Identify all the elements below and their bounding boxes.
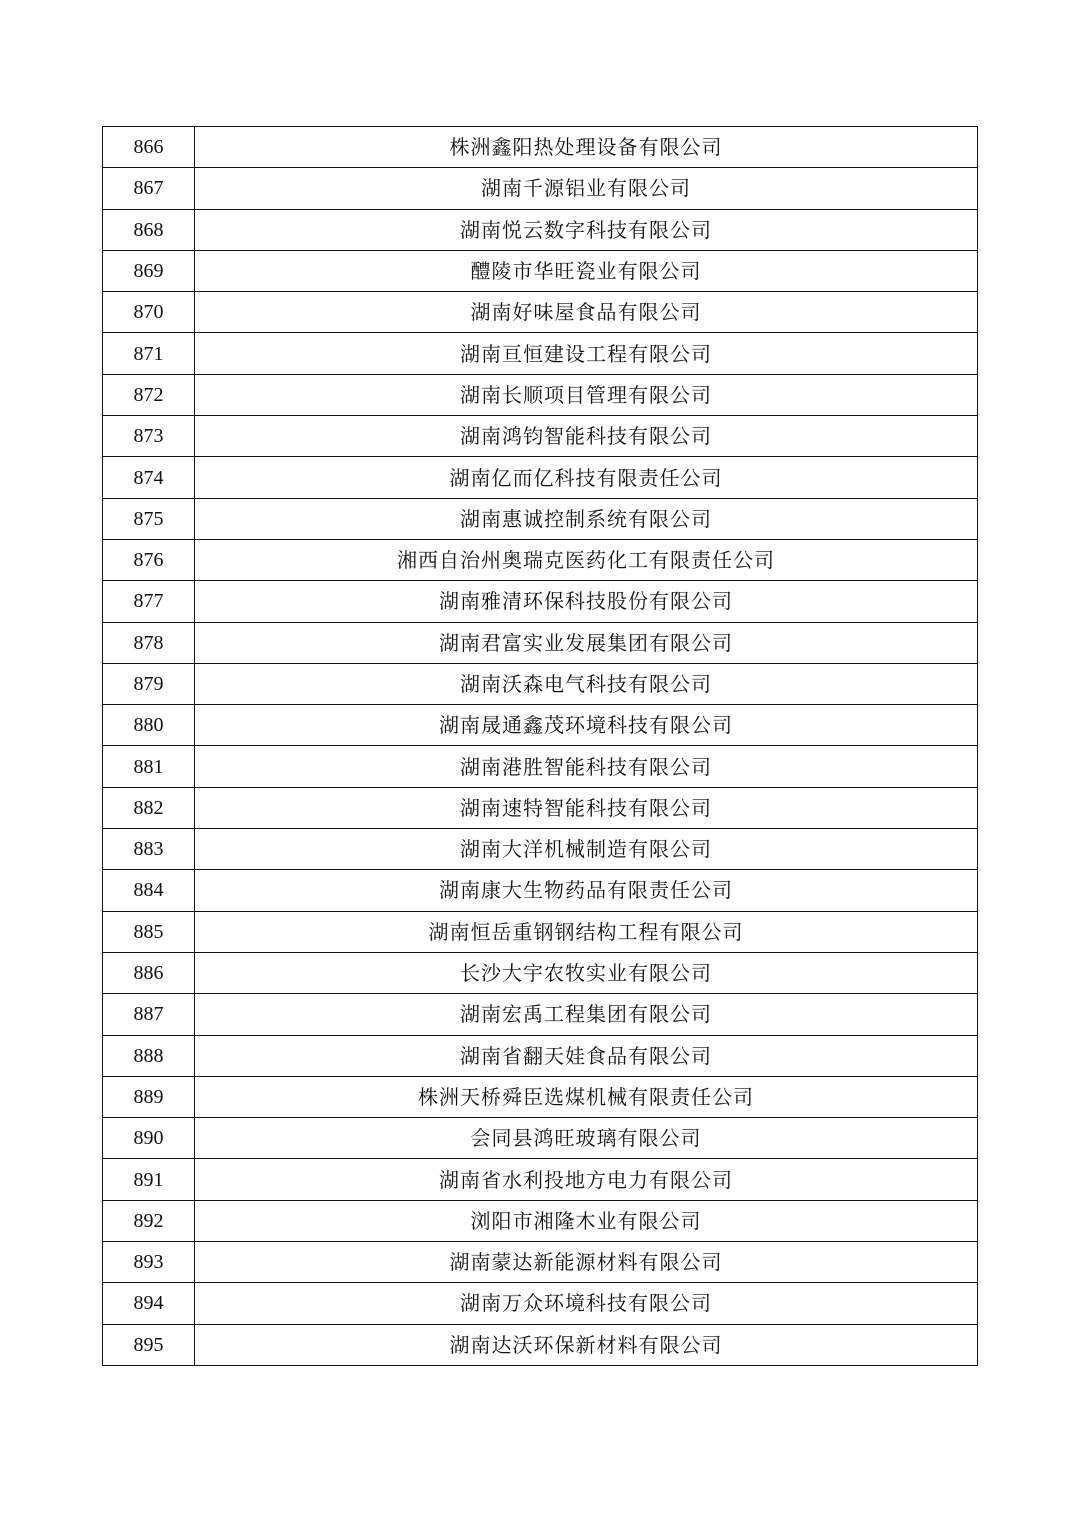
company-name: 湖南万众环境科技有限公司 (195, 1283, 978, 1324)
row-number: 886 (103, 952, 195, 993)
company-name: 湖南长顺项目管理有限公司 (195, 374, 978, 415)
company-name: 湖南君富实业发展集团有限公司 (195, 622, 978, 663)
table-row (103, 1324, 978, 1365)
company-name: 湖南恒岳重钢钢结构工程有限公司 (195, 911, 978, 952)
row-number: 871 (103, 333, 195, 374)
company-name: 湖南宏禹工程集团有限公司 (195, 994, 978, 1035)
company-name: 湖南鸿钧智能科技有限公司 (195, 416, 978, 457)
table-row (103, 829, 978, 870)
row-number: 873 (103, 416, 195, 457)
table-row (103, 539, 978, 580)
company-name: 湘西自治州奥瑞克医药化工有限责任公司 (195, 539, 978, 580)
row-number: 881 (103, 746, 195, 787)
company-list-table (102, 126, 978, 1366)
company-name: 浏阳市湘隆木业有限公司 (195, 1200, 978, 1241)
company-name: 湖南港胜智能科技有限公司 (195, 746, 978, 787)
table-row (103, 622, 978, 663)
company-name: 株洲鑫阳热处理设备有限公司 (195, 127, 978, 168)
company-name: 湖南省水利投地方电力有限公司 (195, 1159, 978, 1200)
table-row (103, 911, 978, 952)
row-number: 866 (103, 127, 195, 168)
table-row (103, 994, 978, 1035)
table-row (103, 168, 978, 209)
table-body (103, 127, 978, 1366)
table-row (103, 250, 978, 291)
row-number: 880 (103, 705, 195, 746)
table-row (103, 787, 978, 828)
table-row (103, 498, 978, 539)
row-number: 889 (103, 1076, 195, 1117)
table-row (103, 1076, 978, 1117)
company-name: 湖南惠诚控制系统有限公司 (195, 498, 978, 539)
row-number: 876 (103, 539, 195, 580)
company-name: 湖南亘恒建设工程有限公司 (195, 333, 978, 374)
row-number: 869 (103, 250, 195, 291)
row-number: 890 (103, 1118, 195, 1159)
company-name: 湖南达沃环保新材料有限公司 (195, 1324, 978, 1365)
row-number: 888 (103, 1035, 195, 1076)
company-name: 湖南沃森电气科技有限公司 (195, 663, 978, 704)
row-number: 872 (103, 374, 195, 415)
company-name: 湖南悦云数字科技有限公司 (195, 209, 978, 250)
table-row (103, 416, 978, 457)
table-row (103, 1242, 978, 1283)
table-row (103, 1118, 978, 1159)
company-name: 湖南蒙达新能源材料有限公司 (195, 1242, 978, 1283)
row-number: 879 (103, 663, 195, 704)
table-row (103, 746, 978, 787)
table-row (103, 1283, 978, 1324)
table-row (103, 374, 978, 415)
row-number: 884 (103, 870, 195, 911)
row-number: 891 (103, 1159, 195, 1200)
row-number: 877 (103, 581, 195, 622)
table-row (103, 581, 978, 622)
company-name: 湖南省翻天娃食品有限公司 (195, 1035, 978, 1076)
company-name: 会同县鸿旺玻璃有限公司 (195, 1118, 978, 1159)
company-name: 湖南千源铝业有限公司 (195, 168, 978, 209)
table-row (103, 292, 978, 333)
row-number: 875 (103, 498, 195, 539)
company-name: 湖南大洋机械制造有限公司 (195, 829, 978, 870)
company-name: 长沙大宇农牧实业有限公司 (195, 952, 978, 993)
row-number: 887 (103, 994, 195, 1035)
row-number: 894 (103, 1283, 195, 1324)
row-number: 878 (103, 622, 195, 663)
table-row (103, 209, 978, 250)
table-row (103, 1035, 978, 1076)
company-name: 株洲天桥舜臣选煤机械有限责任公司 (195, 1076, 978, 1117)
row-number: 870 (103, 292, 195, 333)
table-row (103, 333, 978, 374)
row-number: 895 (103, 1324, 195, 1365)
row-number: 874 (103, 457, 195, 498)
row-number: 868 (103, 209, 195, 250)
company-name: 湖南晟通鑫茂环境科技有限公司 (195, 705, 978, 746)
table-row (103, 127, 978, 168)
table-row (103, 663, 978, 704)
company-name: 湖南速特智能科技有限公司 (195, 787, 978, 828)
company-name: 湖南雅清环保科技股份有限公司 (195, 581, 978, 622)
table-row (103, 1159, 978, 1200)
company-name: 湖南亿而亿科技有限责任公司 (195, 457, 978, 498)
row-number: 893 (103, 1242, 195, 1283)
row-number: 867 (103, 168, 195, 209)
table-row (103, 457, 978, 498)
row-number: 885 (103, 911, 195, 952)
company-name: 湖南康大生物药品有限责任公司 (195, 870, 978, 911)
row-number: 882 (103, 787, 195, 828)
company-name: 醴陵市华旺瓷业有限公司 (195, 250, 978, 291)
row-number: 892 (103, 1200, 195, 1241)
table-row (103, 870, 978, 911)
table-row (103, 1200, 978, 1241)
company-name: 湖南好味屋食品有限公司 (195, 292, 978, 333)
row-number: 883 (103, 829, 195, 870)
table-row (103, 952, 978, 993)
table-row (103, 705, 978, 746)
